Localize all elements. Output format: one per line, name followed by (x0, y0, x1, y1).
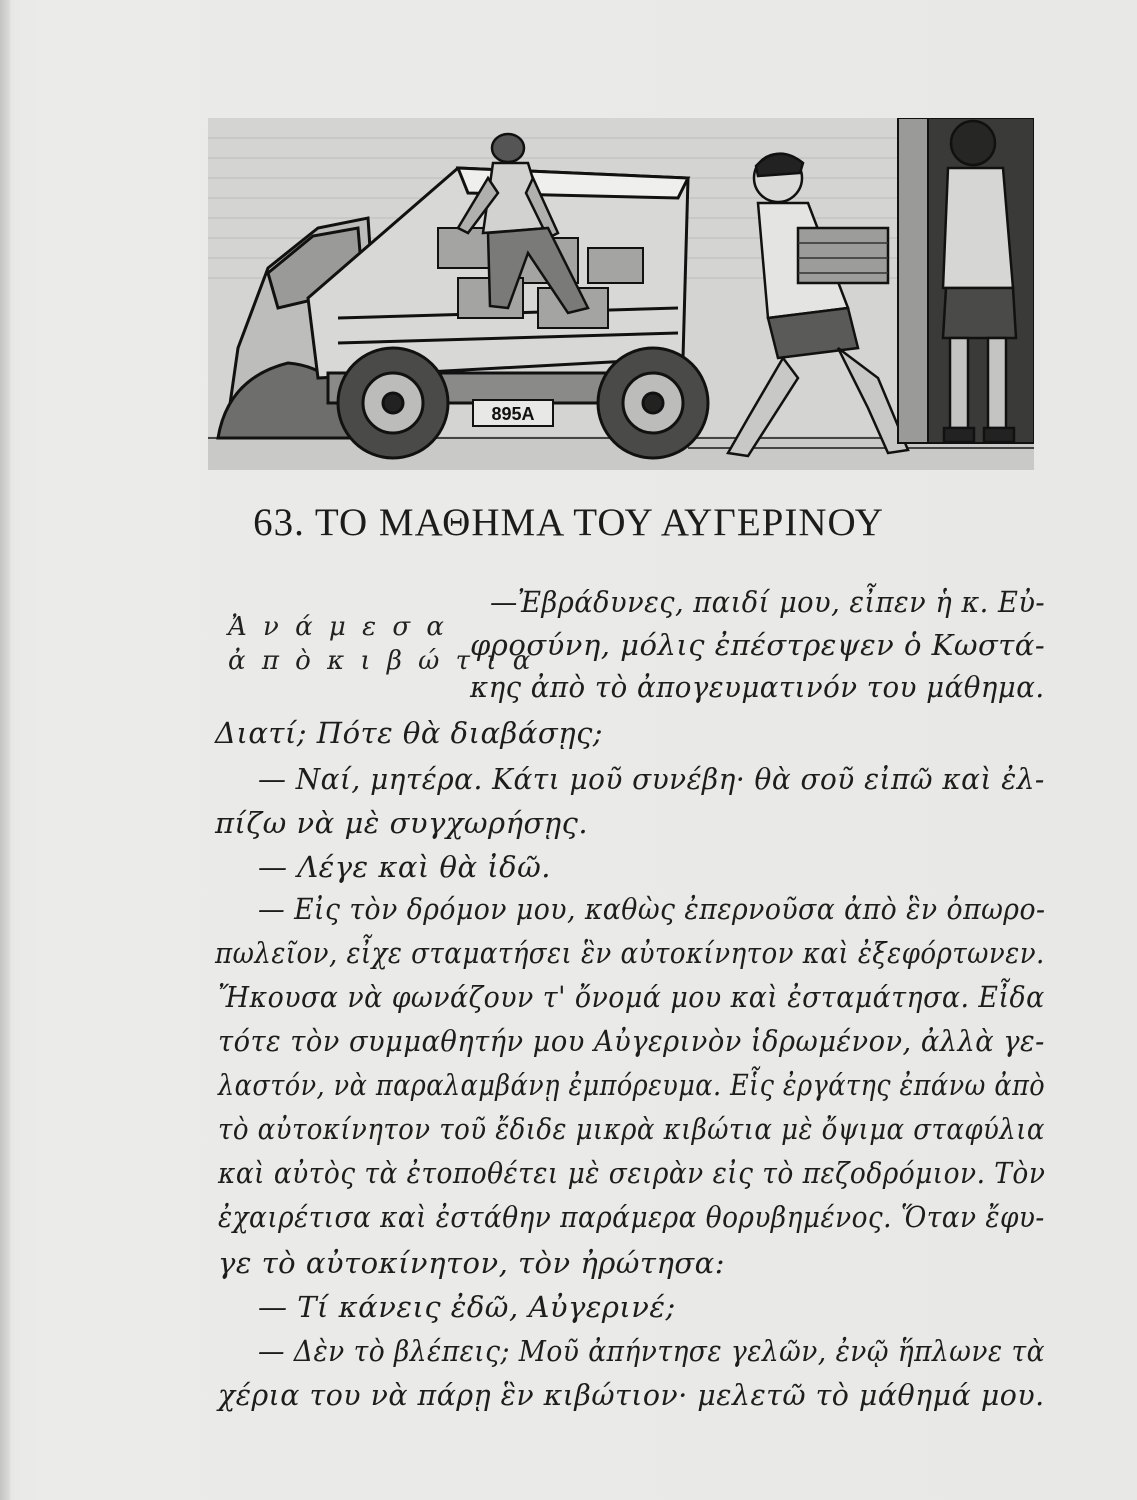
text-line-19: χέρια του νὰ πάρῃ ἓν κιβώτιον· μελετῶ τὸ μάθημά μου. (218, 1378, 1045, 1412)
text-line-8: — Εἰς τὸν δρόμον μου, καθὼς ἐπερνοῦσα ἀπὸ ἓν ὀπωρο- (258, 892, 1046, 926)
text-line-10: Ἤκουσα νὰ φωνάζουν τ' ὄνομά μου καὶ ἐσταμάτησα. Εἶδα (218, 980, 1045, 1014)
text-line-14: καὶ αὐτὸς τὰ ἐτοποθέτει μὲ σειρὰν εἰς τὸ πεζοδρόμιον. Τὸν (218, 1156, 1046, 1190)
text-line-17: — Τί κάνεις ἐδῶ, Αὐγερινέ; (258, 1290, 676, 1324)
text-line-4: Διατί; Πότε θὰ διαβάσῃς; (215, 716, 604, 750)
text-line-6: πίζω νὰ μὲ συγχωρήσῃς. (215, 806, 589, 840)
text-line-11: τότε τὸν συμμαθητήν μου Αὐγερινὸν ἱδρωμένον, ἀλλὰ γε- (218, 1024, 1045, 1058)
text-line-18: — Δὲν τὸ βλέπεις; Μοῦ ἀπήντησε γελῶν, ἐνῷ ἥπλωνε τὰ (258, 1334, 1045, 1368)
grape-crate (798, 228, 888, 283)
text-line-7: — Λέγε καὶ θὰ ἰδῶ. (258, 850, 551, 884)
chapter-title: 63. ΤΟ ΜΑΘΗΜΑ ΤΟΥ ΑΥΓΕΡΙΝΟΥ (253, 501, 884, 544)
text-line-12: λαστόν, νὰ παραλαμβάνῃ ἐμπόρευμα. Εἷς ἐργάτης ἐπάνω ἀπὸ (218, 1068, 1046, 1102)
text-line-5: — Ναί, μητέρα. Κάτι μοῦ συνέβη· θὰ σοῦ εἰπῶ καὶ ἐλ- (258, 762, 1045, 796)
text-line-2: φροσύνη, μόλις ἐπέστρεψεν ὁ Κωστά- (470, 628, 1046, 662)
text-line-15: ἐχαιρέτισα καὶ ἐστάθην παράμερα θορυβημένος. Ὅταν ἔφυ- (218, 1200, 1045, 1234)
text-line-9: πωλεῖον, εἶχε σταματήσει ἓν αὐτοκίνητον καὶ ἐξεφόρτωνεν. (215, 936, 1045, 970)
text-line-1: —Ἐβράδυνες, παιδί μου, εἶπεν ἡ κ. Εὐ- (490, 585, 1046, 619)
margin-note-line-1: Ἀ ν ά μ ε σ α (228, 612, 448, 642)
license-plate-number: 895Α (491, 404, 535, 424)
page-spine (0, 0, 10, 1500)
text-line-3: κης ἀπὸ τὸ ἀπογευματινόν του μάθημα. (470, 670, 1045, 704)
text-line-13: τὸ αὐτοκίνητον τοῦ ἔδιδε μικρὰ κιβώτια μὲ ὄψιμα σταφύλια (218, 1112, 1045, 1146)
margin-note-line-2: ἀ π ὸ κ ι β ώ τ ι α (228, 646, 535, 676)
text-line-16: γε τὸ αὐτοκίνητον, τὸν ἠρώτησα: (218, 1246, 725, 1280)
margin-note (228, 610, 535, 678)
illustration-truck-unloading (208, 118, 1034, 470)
